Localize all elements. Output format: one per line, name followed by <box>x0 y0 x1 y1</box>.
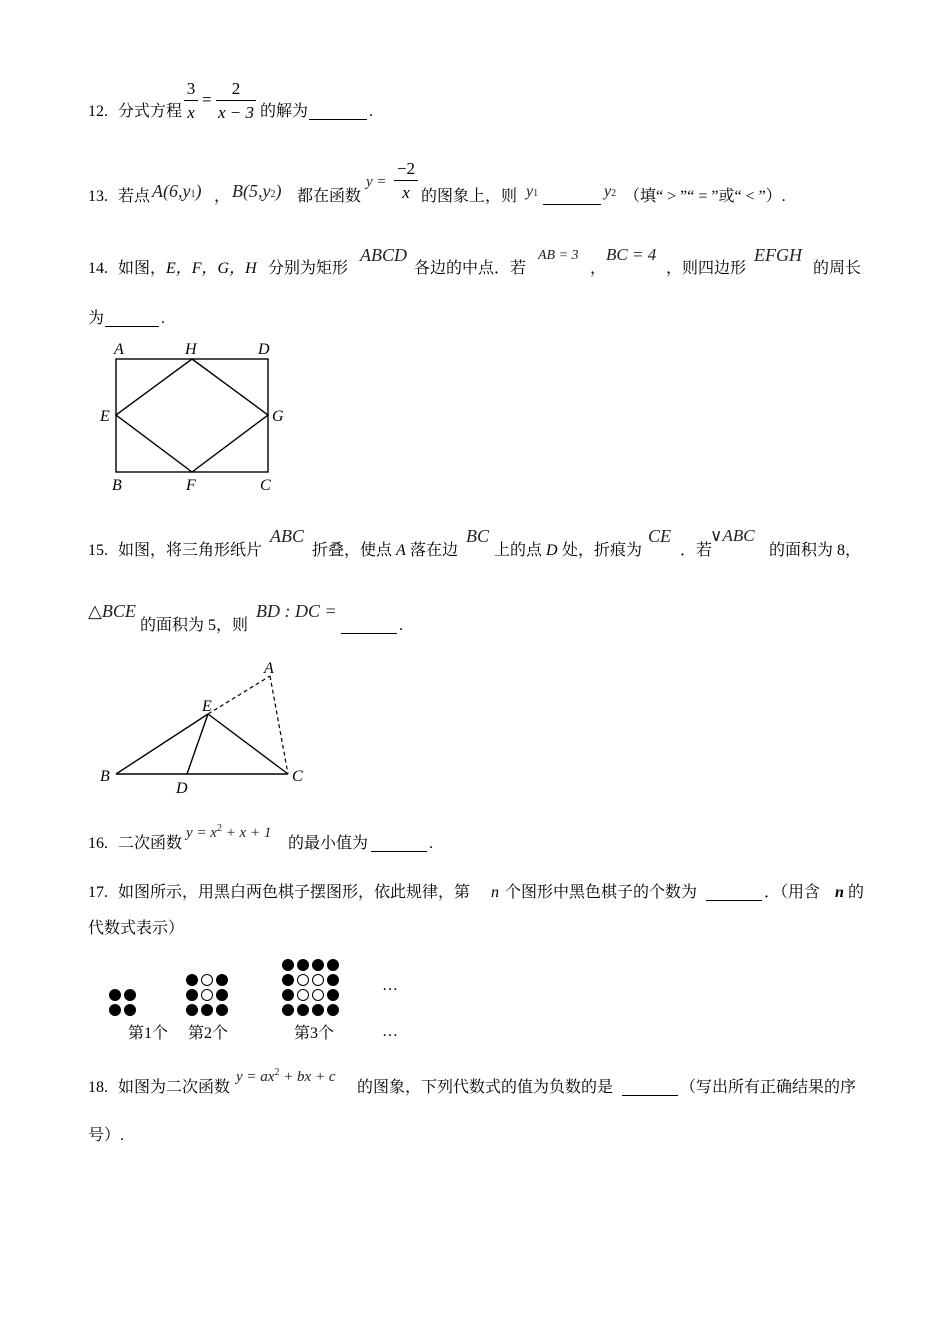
q17-n2: n <box>835 884 844 901</box>
rect-abcd <box>116 359 268 472</box>
q12-text-b: 的解为 <box>260 103 309 120</box>
q18-func-text: y = ax <box>236 1069 275 1085</box>
q14-answer-blank <box>105 325 159 327</box>
white-piece-fig2 <box>202 990 213 1001</box>
q15-bce: △BCE <box>88 601 136 621</box>
q15-end: . <box>399 617 403 634</box>
q15-bc: BC <box>466 526 490 546</box>
q14-end: . <box>161 310 165 327</box>
label-h: H <box>185 341 197 358</box>
fig-label-2: 第2个 <box>188 1025 229 1042</box>
q16-text-b: 的最小值为 <box>288 835 369 852</box>
q12-rhs-fraction <box>216 80 256 121</box>
fold-ce <box>208 714 288 774</box>
black-piece-fig3 <box>328 1005 339 1016</box>
q12-lhs-bar <box>184 100 198 101</box>
white-piece-fig3 <box>298 990 309 1001</box>
black-piece-fig3 <box>313 1005 324 1016</box>
q17-text-d: 的 <box>848 884 865 901</box>
q13-y1-sub: 1 <box>533 188 539 199</box>
fig-label-3: 第3个 <box>294 1025 335 1042</box>
black-piece-fig2 <box>217 975 228 986</box>
q18-text-a: 如图为二次函数 <box>118 1079 231 1096</box>
q13-point-b-end: ) <box>275 181 282 201</box>
q13-text-b: 都在函数 <box>297 188 362 205</box>
q16-answer-blank <box>371 850 427 852</box>
q18-text-b: 的图象，下列代数式的值为负数的是 <box>357 1079 614 1096</box>
q12-number: 12. <box>88 103 108 120</box>
q14-number: 14. <box>88 260 108 277</box>
q17-text-a: 如图所示，用黑白两色棋子摆图形，依此规律，第 <box>118 884 471 901</box>
q17-number: 17. <box>88 884 108 901</box>
q15-text-f: ．若 <box>680 542 713 559</box>
q16-func <box>186 824 271 841</box>
q14-text-a: 如图， <box>118 260 167 277</box>
q18-func <box>236 1068 336 1085</box>
label-c: C <box>260 477 271 494</box>
white-piece-fig2 <box>202 975 213 986</box>
q12-lhs-fraction <box>184 80 198 121</box>
q18-answer-blank <box>622 1094 678 1096</box>
label-a: A <box>264 660 274 677</box>
dashed-ea <box>208 676 270 714</box>
black-piece-fig3 <box>328 975 339 986</box>
q13-text-d: （填“ > ”“ = ”或“ < ”）. <box>624 188 786 205</box>
q12-rhs-num: 2 <box>231 79 241 98</box>
dot-grids <box>110 960 339 1016</box>
q18-func-rest: + bx + c <box>279 1069 336 1085</box>
white-piece-fig3 <box>313 990 324 1001</box>
q14-letters: E，F，G，H <box>166 260 257 277</box>
ellipsis-top: … <box>382 977 398 994</box>
q18-number: 18. <box>88 1079 108 1096</box>
q14-text-e: 的周长 <box>813 260 862 277</box>
q13-point-b <box>232 182 281 200</box>
q13-point-a <box>152 182 201 200</box>
q12-lhs-num: 3 <box>186 79 196 98</box>
label-d: D <box>258 341 270 358</box>
q16-end: . <box>429 835 433 852</box>
q13-comma: ， <box>214 188 231 205</box>
white-piece-fig3 <box>298 975 309 986</box>
q18-line2: 号）. <box>88 1127 125 1144</box>
black-piece-fig3 <box>283 975 294 986</box>
q13-number: 13. <box>88 188 108 205</box>
black-piece-fig2 <box>217 1005 228 1016</box>
q13-func-den: x <box>402 183 410 202</box>
q13-func-bar <box>394 180 418 181</box>
q15-point-a: A <box>396 542 406 559</box>
q12-lhs-den: x <box>187 103 195 122</box>
black-piece-fig2 <box>202 1005 213 1016</box>
q13-y2 <box>604 184 616 200</box>
q13-y1-text: y <box>526 183 534 200</box>
q14-rectangle-figure <box>90 335 310 500</box>
q13-y2-text: y <box>604 183 612 200</box>
q15-text-g: 的面积为 8， <box>769 542 862 559</box>
q15-ce: CE <box>648 526 672 546</box>
q14-bc: BC = 4 <box>606 245 657 264</box>
q13-y1 <box>526 184 538 200</box>
black-piece-fig2 <box>217 990 228 1001</box>
q13-point-a-text: A(6,y <box>152 181 191 201</box>
q16-func-rest: + x + 1 <box>221 825 272 841</box>
black-piece-fig3 <box>328 990 339 1001</box>
label-e: E <box>100 408 110 425</box>
q15-answer-blank <box>341 632 397 634</box>
q13-y2-sub: 2 <box>611 188 617 199</box>
q16-func-text: y = x <box>186 825 217 841</box>
q12-end: . <box>369 103 373 120</box>
q14-comma: ， <box>590 260 607 277</box>
q18-text-c: （写出所有正确结果的序 <box>680 1079 857 1096</box>
q14-line2-a: 为 <box>88 310 105 327</box>
q17-n: n <box>491 884 499 901</box>
q12-rhs-den: x − 3 <box>217 103 255 122</box>
label-b: B <box>112 477 122 494</box>
black-piece-fig3 <box>298 960 309 971</box>
black-piece-fig2 <box>187 975 198 986</box>
q14-ab: AB = 3 <box>538 248 579 263</box>
q18-func-sup: 2 <box>274 1067 280 1078</box>
label-d: D <box>176 780 188 797</box>
black-piece-fig1 <box>125 990 136 1001</box>
q15-text-e: 处，折痕为 <box>562 542 643 559</box>
q17-pattern-figure <box>90 942 420 1047</box>
black-piece-fig3 <box>328 960 339 971</box>
black-piece-fig2 <box>187 990 198 1001</box>
q14-text-d: ，则四边形 <box>666 260 747 277</box>
q12-rhs-bar <box>216 100 256 101</box>
q15-ratio: BD : DC = <box>256 601 337 621</box>
black-piece-fig3 <box>283 960 294 971</box>
q12-equals: = <box>202 90 212 109</box>
q17-text-c: ．（用含 <box>764 884 821 901</box>
quad-efgh <box>116 359 268 472</box>
q15-triangle-figure <box>90 655 320 800</box>
q15-tri: ABC <box>270 526 304 546</box>
q13-func-lhs: y = <box>366 174 387 190</box>
q15-text-c: 落在边 <box>410 542 459 559</box>
q13-text-a: 若点 <box>118 188 151 205</box>
dashed-ac <box>270 676 288 774</box>
q14-text-b: 分别为矩形 <box>268 260 349 277</box>
q12-text-a: 分式方程 <box>118 103 183 120</box>
q16-number: 16. <box>88 835 108 852</box>
q13-point-a-sub: 1 <box>190 189 196 200</box>
q15-text-a: 如图，将三角形纸片 <box>118 542 263 559</box>
ellipsis-bottom: … <box>382 1023 398 1040</box>
label-a: A <box>114 341 124 358</box>
q15-tri2: ∨ABC <box>710 526 755 545</box>
q13-func-fraction <box>394 160 418 201</box>
q14-quad: EFGH <box>754 245 802 265</box>
q16-text-a: 二次函数 <box>118 835 183 852</box>
label-g: G <box>272 408 284 425</box>
black-piece-fig3 <box>283 990 294 1001</box>
q17-line2: 代数式表示） <box>88 920 185 937</box>
q14-text-c: 各边的中点．若 <box>414 260 527 277</box>
label-b: B <box>100 768 110 785</box>
q13-point-a-end: ) <box>195 181 202 201</box>
q13-point-b-text: B(5,y <box>232 181 271 201</box>
q13-func-num: −2 <box>396 159 416 178</box>
q14-rect: ABCD <box>360 245 407 265</box>
black-piece-fig3 <box>298 1005 309 1016</box>
fig-label-1: 第1个 <box>128 1025 169 1042</box>
q16-func-sup: 2 <box>216 823 222 834</box>
label-e: E <box>202 698 212 715</box>
black-piece-fig1 <box>110 1005 121 1016</box>
q17-answer-blank <box>706 899 762 901</box>
black-piece-fig3 <box>283 1005 294 1016</box>
q15-text-b: 折叠，使点 <box>312 542 393 559</box>
q15-number: 15. <box>88 542 108 559</box>
q13-text-c: 的图象上，则 <box>421 188 518 205</box>
label-c: C <box>292 768 303 785</box>
label-f: F <box>186 477 196 494</box>
q17-text-b: 个图形中黑色棋子的个数为 <box>505 884 698 901</box>
black-piece-fig1 <box>110 990 121 1001</box>
side-ed <box>187 714 208 774</box>
black-piece-fig3 <box>313 960 324 971</box>
q12-answer-blank <box>309 118 367 120</box>
q13-answer-blank <box>543 203 601 205</box>
q15-point-d: D <box>546 542 558 559</box>
q15-text-h: 的面积为 5，则 <box>140 617 249 634</box>
q15-text-d: 上的点 <box>494 542 543 559</box>
q13-point-b-sub: 2 <box>270 189 276 200</box>
side-be <box>116 714 208 774</box>
black-piece-fig2 <box>187 1005 198 1016</box>
white-piece-fig3 <box>313 975 324 986</box>
black-piece-fig1 <box>125 1005 136 1016</box>
